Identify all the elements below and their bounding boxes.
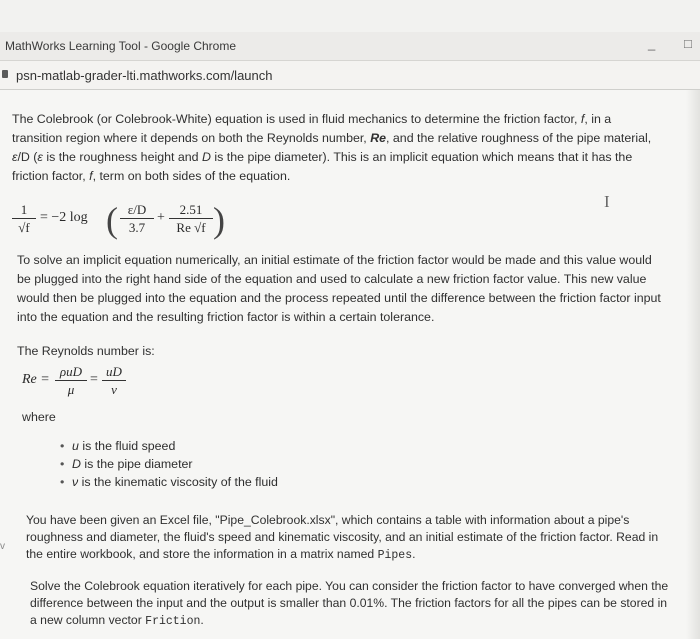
eq-sqrt-f: √f <box>18 220 30 235</box>
where-label: where <box>22 410 56 424</box>
restore-icon[interactable]: □ <box>684 36 692 51</box>
eq-equals: = <box>90 372 98 387</box>
screen-top-strip <box>0 0 700 32</box>
page-edge-shadow <box>686 90 700 639</box>
url-text[interactable]: psn-matlab-grader-lti.mathworks.com/launch <box>16 68 273 83</box>
eq-rho-u-d: ρuD <box>59 364 83 379</box>
address-bar[interactable] <box>0 61 700 90</box>
eq-re-sqrt-f: Re √f <box>176 220 206 235</box>
eq-nu: ν <box>111 382 117 397</box>
excel-task-paragraph: You have been given an Excel file, "Pipe_Colebrook.xlsx", which contains a table with information about a pipe's roughness and diameter, the fluid's speed and kinematic viscosity, and an initial estimate of the friction factor. Read in the entire workbook, and store the information in a matrix named Pipes. <box>26 513 659 562</box>
solve-task-paragraph: Solve the Colebrook equation iteratively for each pipe. You can consider the friction factor to have converged when the difference between the input and the output is smaller than 0.01%. The friction factors for all the pipes can be stored in a new column vector Friction. <box>30 579 669 628</box>
eq-eps-over-d: ε/D <box>127 202 147 217</box>
eq-minus-two-log: = −2 log <box>40 210 88 225</box>
list-item: • ν is the kinematic viscosity of the fluid <box>60 473 278 491</box>
lock-icon <box>2 70 8 78</box>
reynolds-equation <box>22 362 162 406</box>
problem-content <box>0 90 700 639</box>
eq-plus: + <box>157 210 165 225</box>
list-item: • D is the pipe diameter <box>60 455 278 473</box>
list-item: • u is the fluid speed <box>60 437 278 455</box>
left-paren: ( <box>106 200 118 240</box>
window-titlebar[interactable] <box>0 32 700 61</box>
variable-list <box>60 437 278 491</box>
colebrook-equation <box>12 200 242 248</box>
eq-three-point-seven: 3.7 <box>128 220 146 235</box>
left-margin-marker: v <box>0 541 5 552</box>
intro-paragraph: The Colebrook (or Colebrook-White) equation is used in fluid mechanics to determine the friction factor, f, in a transition region where it depends on both the Reynolds number, Re, and the relative roughness of the pipe material, ε/D (ε is the roughness height and D is the pipe diameter). This is an implicit equation which means that it has the friction factor, f, term on both sides of the equation. <box>12 112 652 183</box>
eq-mu: μ <box>67 382 75 397</box>
reynolds-intro: The Reynolds number is: <box>17 344 155 358</box>
eq-re: Re = <box>22 372 50 387</box>
eq-u-d: uD <box>106 364 122 379</box>
method-paragraph: To solve an implicit equation numerically, an initial estimate of the friction factor would be made and this value would be plugged into the right hand side of the equation and used to calculate a new friction factor value. This new value would then be plugged into the equation and the process repeated until the difference between the friction factor input into the equation and the resulting friction factor is within a certain tolerance. <box>17 253 661 324</box>
right-paren: ) <box>213 200 225 240</box>
eq-numerator-one: 1 <box>20 202 28 217</box>
eq-two-five-one: 2.51 <box>179 202 203 217</box>
text-cursor-icon: I <box>604 192 610 211</box>
minimize-icon[interactable]: _ <box>648 36 656 51</box>
window-title: MathWorks Learning Tool - Google Chrome <box>5 39 236 53</box>
